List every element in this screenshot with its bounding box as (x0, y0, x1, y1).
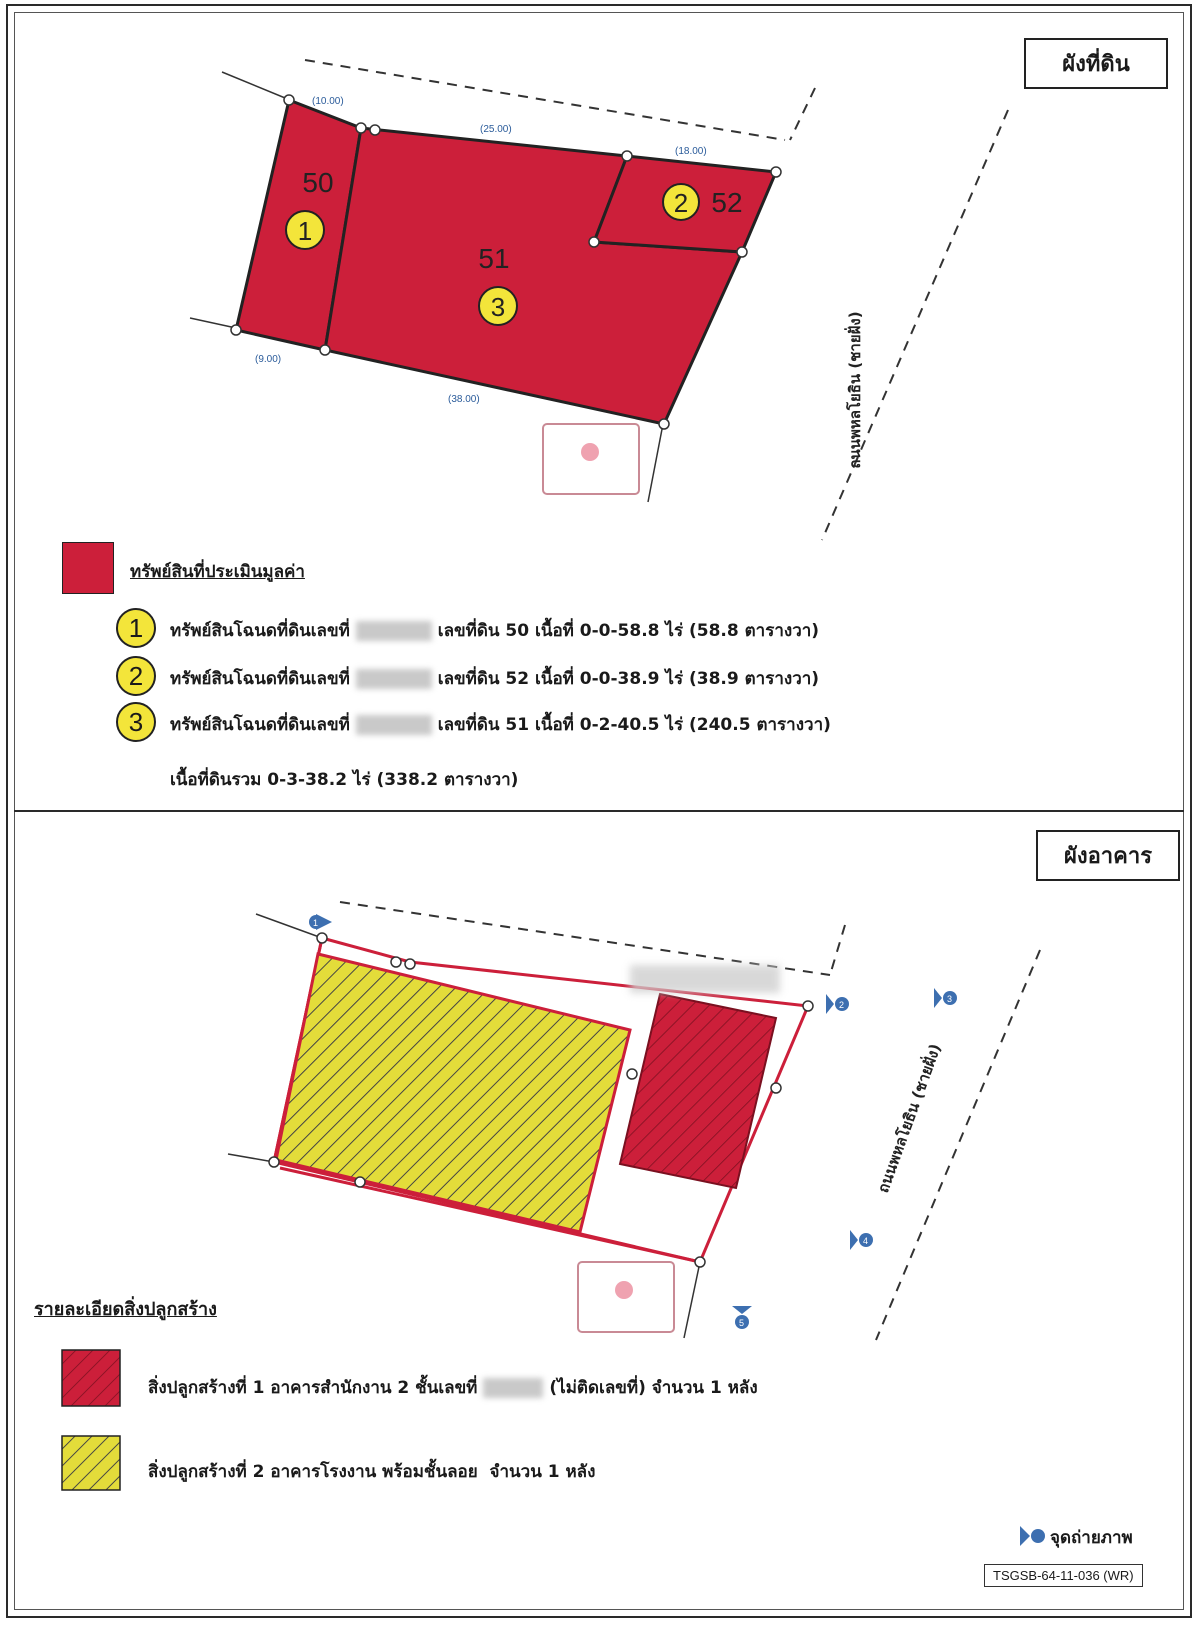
land-legend-title: ทรัพย์สินที่ประเมินมูลค่า (130, 562, 305, 582)
svg-text:5: 5 (739, 1318, 745, 1328)
plot-number-50: 50 (302, 167, 334, 198)
building-2-description: สิ่งปลูกสร้างที่ 2 อาคารโรงงาน พร้อมชั้นลอย จำนวน 1 หลัง (148, 1462, 596, 1482)
land-dimension-label: (9.00) (255, 354, 282, 365)
land-item-1: ทรัพย์สินโฉนดที่ดินเลขที่ เลขที่ดิน 50 เนื้อที่ 0-0-58.8 ไร่ (58.8 ตารางวา) (170, 621, 820, 641)
land-dimension-label: (10.00) (312, 96, 344, 107)
land-item-3: ทรัพย์สินโฉนดที่ดินเลขที่ เลขที่ดิน 51 เนื้อที่ 0-2-40.5 ไร่ (240.5 ตารางวา) (170, 715, 831, 735)
svg-text:1: 1 (313, 918, 319, 928)
land-dimension-label: (25.00) (480, 124, 512, 135)
land-plan-title: ผังที่ดิน (1024, 38, 1168, 89)
photo-point-legend-label: จุดถ่ายภาพ (1050, 1528, 1133, 1548)
building-1-description: สิ่งปลูกสร้างที่ 1 อาคารสำนักงาน 2 ชั้นเลขที่ (ไม่ติดเลขที่) จำนวน 1 หลัง (148, 1378, 758, 1398)
svg-text:1: 1 (297, 216, 313, 246)
photo-point-legend-icon (1020, 1526, 1045, 1546)
svg-text:3: 3 (490, 292, 506, 322)
svg-text:2: 2 (673, 188, 689, 218)
land-dimension-label: (18.00) (675, 146, 707, 157)
land-road-label: ถนนพหลโยธิน (ชายฝั่ง) (846, 311, 864, 469)
building-plan-title: ผังอาคาร (1036, 830, 1180, 881)
land-total-area: เนื้อที่ดินรวม 0-3-38.2 ไร่ (338.2 ตารางวา) (170, 770, 519, 790)
document-id: TSGSB-64-11-036 (WR) (984, 1564, 1143, 1587)
svg-text:2: 2 (839, 1000, 845, 1010)
legend-marker-2: 2 (116, 656, 156, 696)
land-dimension-label: (38.00) (448, 394, 480, 405)
land-item-2: ทรัพย์สินโฉนดที่ดินเลขที่ เลขที่ดิน 52 เนื้อที่ 0-0-38.9 ไร่ (38.9 ตารางวา) (170, 669, 820, 689)
legend-marker-3: 3 (116, 702, 156, 742)
building-details-title: รายละเอียดสิ่งปลูกสร้าง (34, 1299, 217, 1320)
svg-text:3: 3 (947, 994, 953, 1004)
svg-text:4: 4 (863, 1236, 869, 1246)
plot-number-52: 52 (711, 187, 743, 218)
plot-number-51: 51 (478, 243, 510, 274)
legend-marker-1: 1 (116, 608, 156, 648)
building-road-label: ถนนพหลโยธิน (ชายฝั่ง) (873, 1041, 945, 1196)
